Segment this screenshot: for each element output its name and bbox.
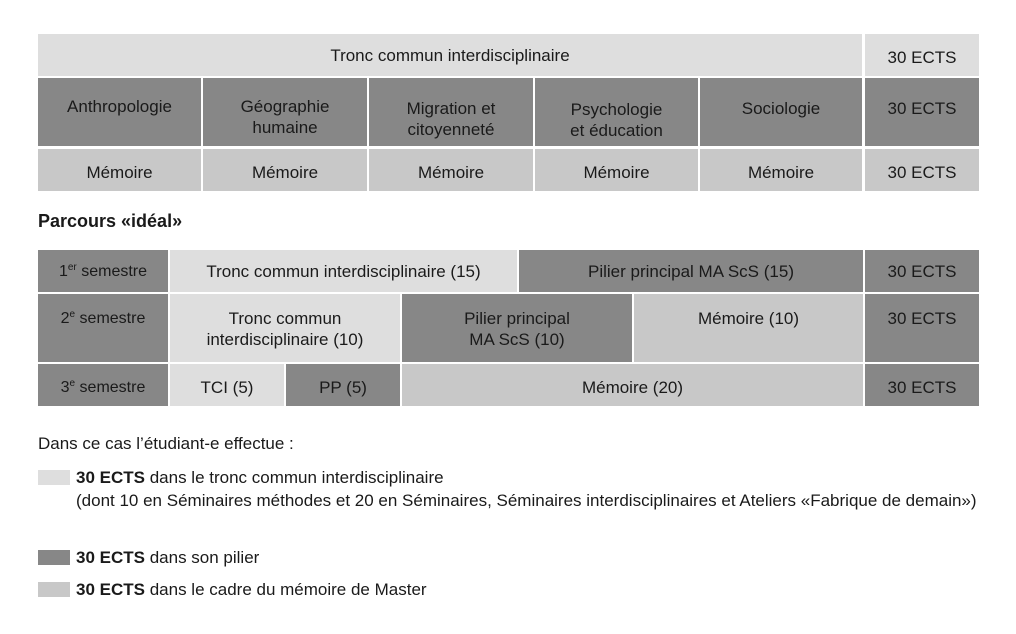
ects-cell: 30 ECTS	[865, 34, 979, 76]
legend-swatch-medium	[38, 582, 70, 597]
intro-text: Dans ce cas l’étudiant-e effectue :	[38, 434, 294, 453]
legend-item-tronc-commun: 30 ECTS dans le tronc commun interdisciplinaire (dont 10 en Séminaires méthodes et 20 en Séminaires, Séminaires interdisciplinaires et Ateliers «Fabrique de demain»)	[38, 466, 978, 536]
memoire-cell: Mémoire	[203, 149, 367, 191]
memoire-cell: Mémoire	[38, 149, 201, 191]
tronc-commun-header: Tronc commun interdisciplinaire	[38, 34, 862, 76]
ects-cell: 30 ECTS	[865, 250, 979, 292]
tronc-commun-cell: Tronc commun interdisciplinaire (10)	[170, 294, 400, 362]
memoire-cell: Mémoire	[700, 149, 862, 191]
pp-cell: PP (5)	[286, 364, 400, 406]
ects-cell: 30 ECTS	[865, 78, 979, 146]
semester-label: 2e semestre	[38, 294, 168, 362]
legend-swatch-light	[38, 470, 70, 485]
pilier-cell: Pilier principal MA ScS (15)	[519, 250, 863, 292]
pilier-sociologie: Sociologie	[700, 78, 862, 146]
pilier-geographie: Géographie humaine	[203, 78, 367, 146]
pilier-psychologie: Psychologie et éducation	[535, 78, 698, 146]
tci-cell: TCI (5)	[170, 364, 284, 406]
pilier-anthropologie: Anthropologie	[38, 78, 201, 146]
ects-cell: 30 ECTS	[865, 294, 979, 362]
memoire-cell: Mémoire (20)	[402, 364, 863, 406]
parcours-heading: Parcours «idéal»	[38, 211, 183, 231]
memoire-cell: Mémoire	[535, 149, 698, 191]
legend-swatch-dark	[38, 550, 70, 565]
pilier-cell: Pilier principal MA ScS (10)	[402, 294, 632, 362]
legend-item-memoire: 30 ECTS dans le cadre du mémoire de Master	[38, 578, 978, 602]
semester-label: 1er semestre	[38, 250, 168, 292]
legend-item-pilier: 30 ECTS dans son pilier	[38, 546, 978, 570]
memoire-cell: Mémoire (10)	[634, 294, 863, 362]
legend-note: (dont 10 en Séminaires méthodes et 20 en Séminaires, Séminaires interdisciplinaires et Ateliers «Fabrique de demain»)	[76, 491, 977, 510]
pilier-migration: Migration et citoyenneté	[369, 78, 533, 146]
memoire-cell: Mémoire	[369, 149, 533, 191]
semester-label: 3e semestre	[38, 364, 168, 406]
ects-cell: 30 ECTS	[865, 149, 979, 191]
ects-cell: 30 ECTS	[865, 364, 979, 406]
tronc-commun-cell: Tronc commun interdisciplinaire (15)	[170, 250, 517, 292]
